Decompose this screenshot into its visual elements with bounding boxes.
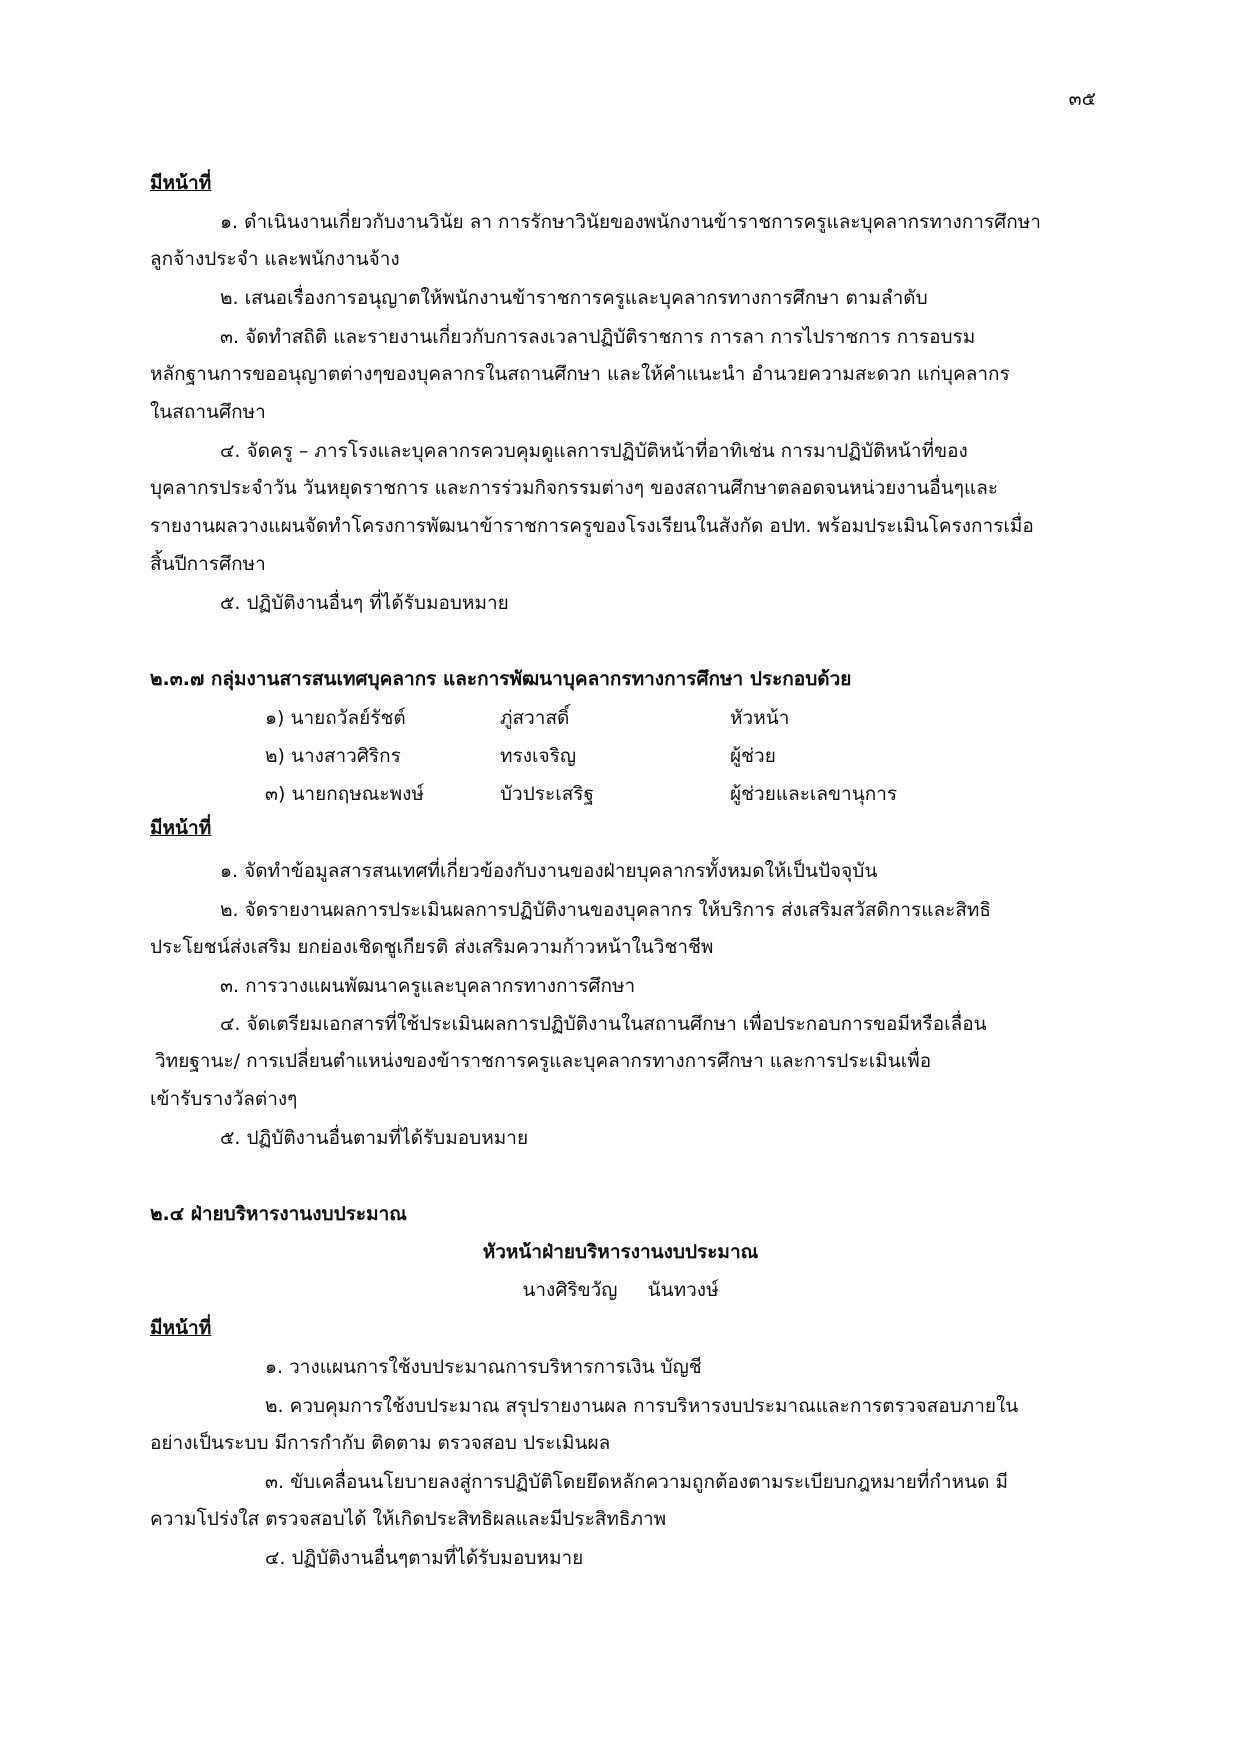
page-number: ๓๕ (1068, 88, 1096, 110)
duty-item-cont: ลูกจ้างประจำ และพนักงานจ้าง (150, 248, 400, 270)
member-surname: ภู่สวาสดิ์ (500, 707, 570, 729)
duty-item: ๒. จัดรายงานผลการประเมินผลการปฏิบัติงานของบุคลากร ให้บริการ ส่งเสริมสวัสดิการและสิทธิ (220, 899, 992, 921)
duty-item-cont: ความโปร่งใส ตรวจสอบได้ ให้เกิดประสิทธิผลและมีประสิทธิภาพ (150, 1508, 667, 1530)
duty-item: ๓. จัดทำสถิติ และรายงานเกี่ยวกับการลงเวลาปฏิบัติราชการ การลา การไปราชการ การอบรม (220, 326, 976, 348)
duty-item: ๑. ดำเนินงานเกี่ยวกับงานวินัย ลา การรักษาวินัยของพนักงานข้าราชการครูและบุคลากรทางการศึกษา (220, 211, 1041, 233)
duty-item-cont: ประโยชน์ส่งเสริม ยกย่องเชิดชูเกียรติ ส่งเสริมความก้าวหน้าในวิชาชีพ (150, 936, 714, 958)
section-heading: ๒.๔ ฝ่ายบริหารงานงบประมาณ (150, 1203, 407, 1225)
duty-item-cont: เข้ารับรางวัลต่างๆ (150, 1088, 298, 1110)
member-role: หัวหน้า (730, 707, 790, 729)
member-surname: ทรงเจริญ (500, 745, 577, 767)
section-heading: ๒.๓.๗ กลุ่มงานสารสนเทศบุคลากร และการพัฒนาบุคลากรทางการศึกษา ประกอบด้วย (150, 668, 852, 690)
member-surname: บัวประเสริฐ (500, 783, 594, 805)
duty-item: ๕. ปฏิบัติงานอื่นๆ ที่ได้รับมอบหมาย (220, 592, 509, 614)
duty-item-cont: สิ้นปีการศึกษา (150, 553, 266, 575)
duty-item-cont: หลักฐานการขออนุญาตต่างๆของบุคลากรในสถานศึกษา และให้คำแนะนำ อำนวยความสะดวก แก่บุคลากร (150, 363, 1010, 385)
duty-item: ๓. การวางแผนพัฒนาครูและบุคลากรทางการศึกษา (220, 975, 636, 997)
duty-item-cont: วิทยฐานะ/ การเปลี่ยนตำแหน่งของข้าราชการครูและบุคลากรทางการศึกษา และการประเมินเพื่อ (155, 1050, 932, 1072)
duty-heading: มีหน้าที่ (150, 1317, 212, 1339)
head-title: หัวหน้าฝ่ายบริหารงานงบประมาณ (482, 1241, 759, 1263)
duty-item-cont: ในสถานศึกษา (150, 401, 266, 423)
member-role: ผู้ช่วยและเลขานุการ (730, 783, 898, 805)
duty-heading: มีหน้าที่ (150, 817, 212, 839)
duty-item: ๒. เสนอเรื่องการอนุญาตให้พนักงานข้าราชการครูและบุคลากรทางการศึกษา ตามลำดับ (220, 287, 928, 309)
duty-item: ๔. จัดเตรียมเอกสารที่ใช้ประเมินผลการปฏิบัติงานในสถานศึกษา เพื่อประกอบการขอมีหรือเลื่อน (220, 1013, 987, 1035)
member-role: ผู้ช่วย (730, 745, 776, 767)
duty-item: ๔. ปฏิบัติงานอื่นๆตามที่ได้รับมอบหมาย (265, 1547, 584, 1569)
duty-item: ๑. วางแผนการใช้งบประมาณการบริหารการเงิน บัญชี (265, 1356, 702, 1378)
duty-item: ๕. ปฏิบัติงานอื่นตามที่ได้รับมอบหมาย (220, 1127, 529, 1149)
member-name: ๓) นายกฤษณะพงษ์ (265, 783, 424, 805)
duty-item-cont: อย่างเป็นระบบ มีการกำกับ ติดตาม ตรวจสอบ ประเมินผล (150, 1432, 611, 1454)
member-name: ๑) นายถวัลย์รัชต์ (265, 707, 406, 729)
head-name: นางศิริขวัญ นันทวงษ์ (522, 1279, 719, 1301)
duty-item: ๑. จัดทำข้อมูลสารสนเทศที่เกี่ยวข้องกับงานของฝ่ายบุคลากรทั้งหมดให้เป็นปัจจุบัน (220, 860, 878, 882)
duty-item: ๓. ขับเคลื่อนนโยบายลงสู่การปฏิบัติโดยยึดหลักความถูกต้องตามระเบียบกฎหมายที่กำหนด มี (265, 1471, 1009, 1493)
duty-item: ๒. ควบคุมการใช้งบประมาณ สรุปรายงานผล การบริหารงบประมาณและการตรวจสอบภายใน (265, 1395, 1019, 1417)
duty-item-cont: รายงานผลวางแผนจัดทำโครงการพัฒนาข้าราชการครูของโรงเรียนในสังกัด อปท. พร้อมประเมินโครงการเมื่อ (150, 515, 1034, 537)
duty-heading: มีหน้าที่ (150, 172, 212, 194)
duty-item-cont: บุคลากรประจำวัน วันหยุดราชการ และการร่วมกิจกรรมต่างๆ ของสถานศึกษาตลอดจนหน่วยงานอื่นๆและ (150, 477, 999, 499)
duty-item: ๔. จัดครู – ภารโรงและบุคลากรควบคุมดูแลการปฏิบัติหน้าที่อาทิเช่น การมาปฏิบัติหน้าที่ของ (220, 440, 968, 462)
member-name: ๒) นางสาวศิริกร (265, 745, 401, 767)
